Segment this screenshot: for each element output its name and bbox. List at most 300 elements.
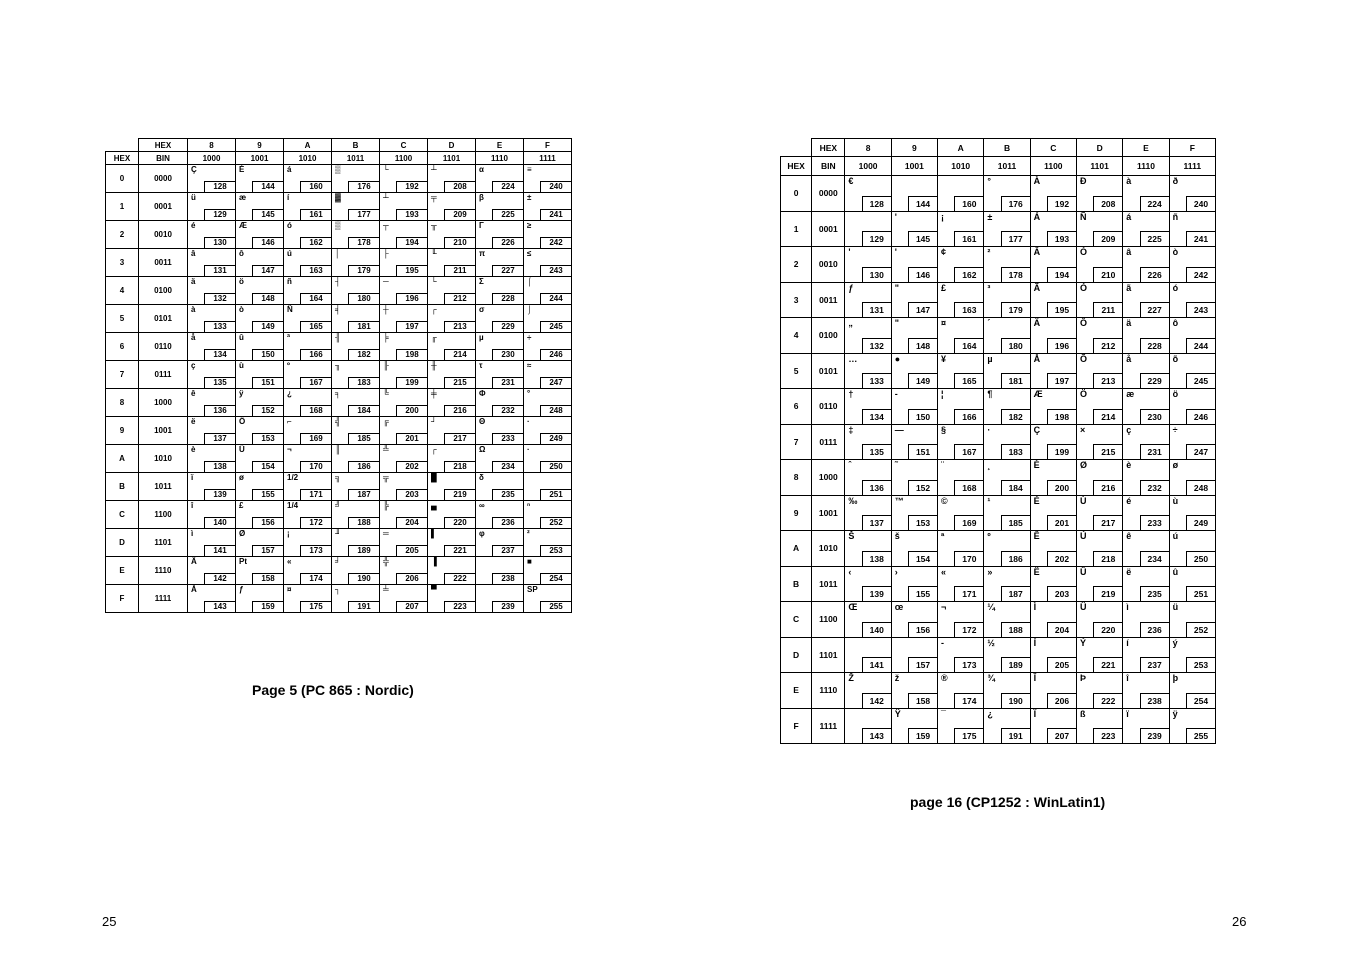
char-cell [984,247,1030,283]
row-hex-label: C [781,602,812,638]
char-code: 182 [348,349,379,360]
char-glyph: ║ [335,445,341,454]
char-glyph: ┤ [335,277,341,286]
char-cell [236,585,284,613]
char-glyph: ≥ [527,221,532,230]
char-cell [938,602,984,638]
char-cell [1169,460,1215,496]
char-glyph: µ [479,333,484,342]
char-glyph: ╪ [431,389,437,398]
char-glyph: └ [383,165,389,174]
char-code: 247 [540,377,571,388]
table-row [781,282,1216,318]
hex-col-header: C [380,139,428,152]
char-cell [1076,353,1122,389]
char-code: 201 [396,433,427,444]
char-glyph: ╤ [431,193,437,202]
empty-corner [781,139,812,157]
char-cell [1169,424,1215,460]
char-cell [188,473,236,501]
char-glyph: Pt [239,557,247,566]
row-bin-label: 1001 [812,495,845,531]
char-glyph: ┴ [383,193,389,202]
char-cell [428,165,476,193]
hex-col-header: E [476,139,524,152]
char-code: 161 [954,231,983,246]
char-cell [236,277,284,305]
char-glyph: è [191,445,196,454]
char-cell [332,249,380,277]
row-bin-label: 0101 [139,305,188,333]
char-cell [1076,176,1122,212]
char-code: 176 [1001,196,1030,211]
char-glyph: ╬ [383,557,389,566]
char-glyph: ï [1126,708,1129,719]
char-glyph: ╩ [383,445,389,454]
char-cell [284,529,332,557]
char-glyph: ± [987,211,993,222]
corner-hex-row-label: HEX [106,152,139,165]
char-cell [845,389,891,425]
bin-col-header: 1000 [845,157,891,176]
char-code: 217 [444,433,475,444]
char-code: 155 [252,489,283,500]
table-row [781,531,1216,567]
char-code: 236 [1140,622,1169,637]
char-cell [188,557,236,585]
table-row [781,566,1216,602]
char-cell [524,557,572,585]
char-code: 170 [954,551,983,566]
char-glyph: ¿ [987,708,993,719]
char-cell [524,529,572,557]
char-cell [428,389,476,417]
char-code: 211 [1093,302,1122,317]
hex-col-header: 8 [845,139,891,157]
char-cell [236,249,284,277]
char-cell [1076,637,1122,673]
char-cell [1030,602,1076,638]
table-row [781,318,1216,354]
char-glyph: ╝ [335,501,341,510]
char-glyph: ╥ [431,221,437,230]
char-cell [984,531,1030,567]
char-glyph: ⌐ [287,417,292,426]
char-glyph: ‹ [848,566,852,577]
left-page-caption: Page 5 (PC 865 : Nordic) [252,682,414,698]
hex-col-header: A [284,139,332,152]
char-code: 132 [204,293,235,304]
char-glyph: τ [479,361,483,370]
hex-col-header: F [1169,139,1215,157]
char-glyph: Φ [479,389,486,398]
char-glyph: ª [287,333,290,342]
hex-col-header: D [428,139,476,152]
row-hex-label: 9 [781,495,812,531]
char-code: 237 [1140,657,1169,672]
char-code: 234 [492,461,523,472]
row-bin-label: 1110 [139,557,188,585]
char-cell [891,673,937,709]
char-code: 229 [492,321,523,332]
char-cell [476,249,524,277]
char-code: 168 [300,405,331,416]
char-code: 203 [1047,586,1076,601]
char-glyph: ê [1126,531,1132,541]
char-cell [938,424,984,460]
char-glyph: é [191,221,196,230]
char-code: 229 [1140,373,1169,388]
row-hex-label: 6 [781,389,812,425]
char-code: 171 [300,489,331,500]
char-code: 246 [1186,409,1215,424]
char-code: 148 [252,293,283,304]
char-glyph: î [1126,673,1129,683]
row-hex-label: B [106,473,139,501]
bin-col-header: 1001 [891,157,937,176]
row-bin-label: 0111 [139,361,188,389]
char-cell [891,708,937,744]
char-glyph: └ [431,277,437,286]
char-glyph: ù [239,361,244,370]
char-glyph: « [287,557,292,566]
char-cell [1123,673,1169,709]
char-code: 199 [396,377,427,388]
table-row [781,353,1216,389]
char-cell [380,473,428,501]
char-cell [236,501,284,529]
char-code: 210 [444,237,475,248]
char-glyph: ± [527,193,532,202]
table-row [106,473,572,501]
row-bin-label: 0001 [812,211,845,247]
bin-col-header: 1010 [284,152,332,165]
char-glyph: ┘ [431,417,437,426]
char-glyph: Ä [1033,318,1041,328]
char-glyph: ┌ [431,445,437,454]
char-cell [476,389,524,417]
char-code: 250 [540,461,571,472]
row-hex-label: 5 [106,305,139,333]
char-cell [1123,602,1169,638]
char-code: 181 [1001,373,1030,388]
char-glyph: ß [1079,708,1086,719]
char-cell [984,424,1030,460]
char-cell [332,529,380,557]
char-glyph: ë [191,417,196,426]
char-cell [476,585,524,613]
char-code: 186 [1001,551,1030,566]
char-code: 235 [492,489,523,500]
char-code: 196 [1047,338,1076,353]
char-cell [845,424,891,460]
char-glyph: ╕ [335,389,341,398]
char-glyph: ò [239,305,244,314]
char-code: 157 [252,545,283,556]
char-glyph: £ [941,282,947,293]
row-hex-label: 7 [781,424,812,460]
char-glyph: â [191,249,196,258]
row-bin-label: 1011 [812,566,845,602]
char-cell [188,501,236,529]
char-code: 142 [862,693,891,708]
char-code: 252 [1186,622,1215,637]
char-cell [380,165,428,193]
char-glyph: É [239,165,245,174]
char-glyph: ¼ [987,602,995,612]
char-code: 227 [492,265,523,276]
char-code: 208 [1093,196,1122,211]
char-cell [1076,531,1122,567]
char-glyph: ² [527,529,530,538]
row-bin-label: 1010 [812,531,845,567]
char-cell [428,585,476,613]
char-glyph: ä [1126,318,1132,328]
char-cell [380,445,428,473]
char-cell [380,305,428,333]
char-glyph: ‡ [848,424,854,435]
char-glyph: ¢ [941,247,947,257]
char-glyph: à [1126,176,1132,186]
row-bin-label: 1111 [139,585,188,613]
char-code: 190 [348,573,379,584]
char-cell [938,247,984,283]
char-cell [284,445,332,473]
char-code: 131 [862,302,891,317]
char-glyph: — [894,424,904,435]
char-cell [428,277,476,305]
row-bin-label: 1000 [139,389,188,417]
char-glyph: â [1126,247,1132,257]
table-row [106,249,572,277]
char-code: 159 [252,601,283,612]
char-code: 232 [1140,480,1169,495]
char-glyph: ╓ [431,333,437,342]
char-cell [332,333,380,361]
char-cell [188,585,236,613]
char-cell [845,176,891,212]
char-code: 194 [396,237,427,248]
char-code: 141 [204,545,235,556]
char-code: 226 [492,237,523,248]
char-cell [984,495,1030,531]
bin-col-header: 1110 [476,152,524,165]
row-hex-label: 1 [106,193,139,221]
char-cell [984,460,1030,496]
char-cell [845,708,891,744]
char-code: 183 [1001,444,1030,459]
char-cell [284,249,332,277]
char-glyph: ° [527,389,531,398]
char-code: 197 [1047,373,1076,388]
char-cell [938,566,984,602]
row-bin-label: 1110 [812,673,845,709]
char-code: 161 [300,209,331,220]
char-code: 147 [908,302,937,317]
hex-col-header: C [1030,139,1076,157]
char-code: 225 [1140,231,1169,246]
char-glyph: á [287,165,292,174]
char-cell [1123,389,1169,425]
char-code: 143 [862,728,891,743]
char-glyph: · [527,417,530,426]
bin-col-header: 1011 [984,157,1030,176]
row-hex-label: 3 [781,282,812,318]
char-cell [188,529,236,557]
hex-col-header: F [524,139,572,152]
char-glyph: ƒ [239,585,244,594]
char-code: 194 [1047,267,1076,282]
char-cell [891,176,937,212]
char-code: 139 [862,586,891,601]
char-code: 178 [1001,267,1030,282]
corner-hex-label: HEX [812,139,845,157]
char-cell [1030,495,1076,531]
char-code: 141 [862,657,891,672]
char-glyph: Ô [1079,318,1087,328]
char-glyph: ▀ [431,585,437,594]
char-code: 231 [1140,444,1169,459]
char-cell [188,417,236,445]
char-code: 222 [1093,693,1122,708]
char-code: 128 [862,196,891,211]
char-glyph: Þ [1079,673,1086,683]
char-glyph: ÿ [239,389,244,398]
char-code: 162 [300,237,331,248]
char-cell [524,193,572,221]
char-code: 224 [492,181,523,192]
char-glyph: í [1126,637,1129,648]
row-hex-label: A [106,445,139,473]
row-hex-label: F [781,708,812,744]
char-code: 247 [1186,444,1215,459]
char-cell [1169,282,1215,318]
char-glyph: Ì [1033,602,1037,612]
char-code: 188 [1001,622,1030,637]
char-cell [1030,282,1076,318]
char-code: 158 [252,573,283,584]
char-code: 221 [444,545,475,556]
char-glyph: † [848,389,854,399]
char-cell [1076,602,1122,638]
char-cell [332,221,380,249]
char-code: 245 [1186,373,1215,388]
char-cell [938,211,984,247]
char-glyph: Ù [1079,495,1087,506]
char-cell [938,495,984,531]
char-cell [1030,353,1076,389]
char-glyph: æ [1126,389,1135,399]
char-code: 130 [204,237,235,248]
char-code: 189 [348,545,379,556]
char-code: 219 [444,489,475,500]
char-glyph: ñ [1172,211,1179,222]
char-cell [1030,460,1076,496]
char-cell [284,417,332,445]
char-cell [188,445,236,473]
char-cell [524,333,572,361]
char-cell [188,305,236,333]
char-code: 130 [862,267,891,282]
char-glyph: ▄ [431,501,437,510]
char-code: 148 [908,338,937,353]
hex-col-header: 8 [188,139,236,152]
char-cell [428,529,476,557]
char-code: 184 [348,405,379,416]
char-glyph: ╧ [383,585,389,594]
char-cell [332,277,380,305]
char-glyph: ╔ [383,417,389,426]
table-row [106,165,572,193]
char-cell [476,333,524,361]
char-code: 202 [1047,551,1076,566]
char-cell [1076,566,1122,602]
char-cell [1123,282,1169,318]
char-cell [1030,176,1076,212]
char-cell [428,361,476,389]
right-page-number: 26 [1232,914,1247,929]
char-glyph: À [1033,176,1041,186]
char-code: 203 [396,489,427,500]
char-cell [188,333,236,361]
char-cell [380,417,428,445]
char-glyph: § [941,424,947,435]
char-cell [476,473,524,501]
char-cell [332,585,380,613]
corner-bin-label: BIN [139,152,188,165]
char-glyph: ╟ [383,361,389,370]
bin-col-header: 1001 [236,152,284,165]
char-glyph: á [1126,211,1132,222]
char-code: 218 [444,461,475,472]
char-cell [476,193,524,221]
char-glyph: º [987,531,991,541]
hex-col-header: D [1076,139,1122,157]
char-glyph: Š [848,531,855,541]
char-cell [891,495,937,531]
char-cell [284,361,332,389]
char-glyph: ╫ [431,361,437,370]
char-code: 204 [1047,622,1076,637]
char-glyph: ï [191,473,194,482]
char-cell [188,361,236,389]
char-glyph: ┌ [431,305,437,314]
char-cell [476,165,524,193]
char-cell [891,353,937,389]
table-row [106,333,572,361]
char-cell [891,460,937,496]
char-cell [891,602,937,638]
char-glyph: ¯ [941,708,947,719]
char-glyph: ø [239,473,244,482]
row-hex-label: 0 [106,165,139,193]
char-glyph: ┼ [383,305,389,314]
char-code: 243 [540,265,571,276]
char-cell [845,566,891,602]
char-cell [428,445,476,473]
char-code: 171 [954,586,983,601]
char-glyph: ä [191,277,196,286]
char-code: 150 [252,349,283,360]
char-glyph: Ω [479,445,486,454]
char-glyph: ü [191,193,196,202]
char-glyph: Ã [1033,282,1041,293]
char-cell [524,165,572,193]
row-bin-label: 0011 [812,282,845,318]
char-code: 151 [908,444,937,459]
char-cell [891,211,937,247]
char-code: 153 [908,515,937,530]
